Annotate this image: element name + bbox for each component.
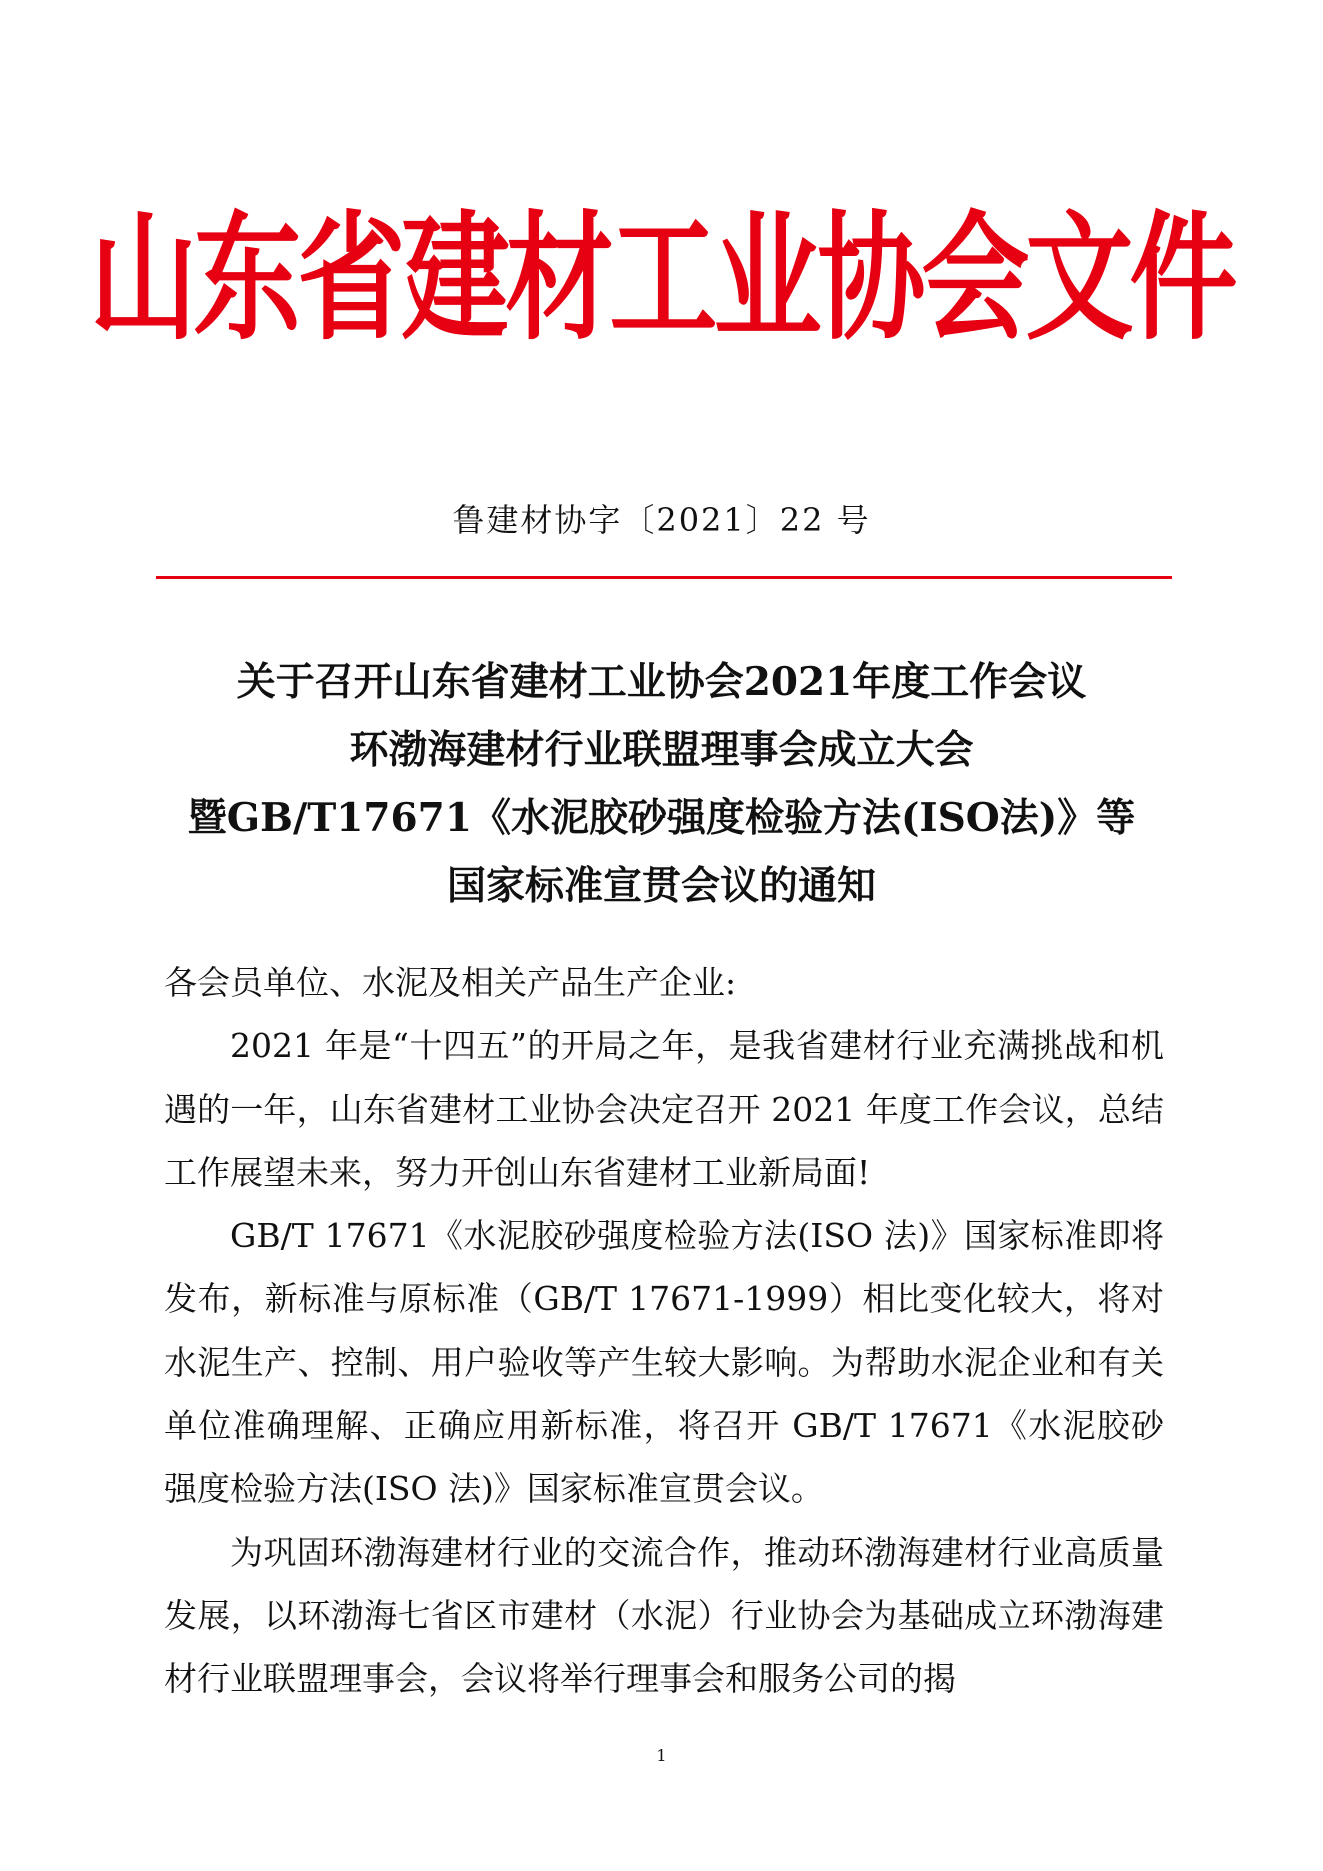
notice-title — [0, 648, 1323, 920]
document-number: 鲁建材协字〔2021〕22 号 — [452, 501, 871, 539]
notice-title-line: 暨GB/T17671《水泥胶砂强度检验方法(ISO法)》等 — [187, 795, 1136, 841]
document-header-title: 山东省建材工业协会文件 — [89, 199, 1234, 360]
notice-title-line: 环渤海建材行业联盟理事会成立大会 — [349, 727, 974, 773]
salutation: 各会员单位、水泥及相关产品生产企业: — [164, 963, 737, 1002]
body-paragraph: 为巩固环渤海建材行业的交流合作，推动环渤海建材行业高质量发展，以环渤海七省区市建材（水泥）行业协会为基础成立环渤海建材行业联盟理事会，会议将举行理事会和服务公司的揭 — [164, 1532, 1164, 1699]
notice-title-line: 关于召开山东省建材工业协会2021年度工作会议 — [236, 659, 1087, 705]
notice-body — [164, 951, 1164, 1711]
notice-title-line: 国家标准宣贯会议的通知 — [446, 863, 876, 909]
body-paragraph: 2021 年是“十四五”的开局之年，是我省建材行业充满挑战和机遇的一年，山东省建材工业协会决定召开 2021 年度工作会议，总结工作展望未来，努力开创山东省建材工业新局面! — [164, 1026, 1164, 1192]
body-paragraph: GB/T 17671《水泥胶砂强度检验方法(ISO 法)》国家标准即将发布，新标准与原标准（GB/T 17671-1999）相比变化较大，将对水泥生产、控制、用户验收等产生较大影响。为帮助水泥企业和有关单位准确理解、正确应用新标准，将召开 GB/T 17671《水泥胶砂强度检验方法(ISO 法)》国家标准宣贯会议。 — [164, 1216, 1164, 1509]
red-divider-line — [156, 576, 1172, 579]
page-number: 1 — [656, 1746, 667, 1765]
